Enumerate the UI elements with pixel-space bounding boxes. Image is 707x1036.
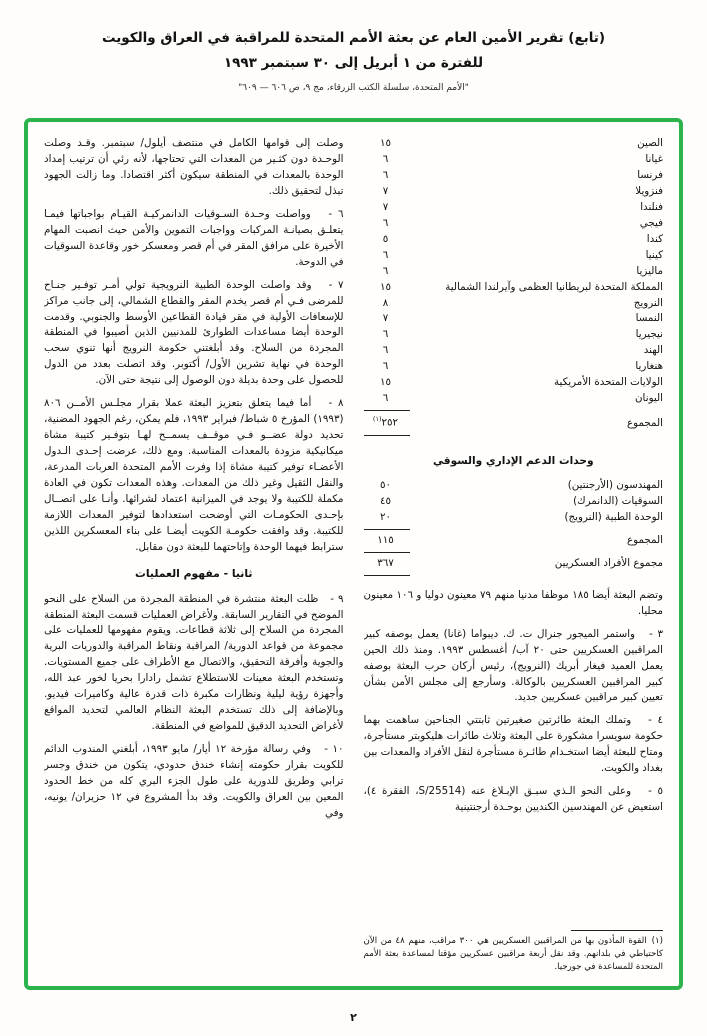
country-name: اليونان bbox=[635, 392, 663, 405]
support-units-table bbox=[364, 478, 664, 579]
country-value: ٦ bbox=[382, 216, 389, 229]
country-value: ١٥ bbox=[379, 376, 392, 389]
paragraph: ١٠ - وفي رسالة مؤرخة ١٢ أيار/ مايو ١٩٩٣، أبلغني المندوب الدائم للكويت بقرار حكومته إنشاء خندق حدودي، يتكون من خندق وجسر ترابي وطريق للدورية على طول الجزء البري كله من خط الحدود المعين بين العراق والكويت. وقد بدأ المشروع في ١٢ حزيران/ يونيه، وفي bbox=[44, 743, 344, 819]
country-name: فنلندا bbox=[640, 200, 663, 213]
country-value: ٦ bbox=[382, 360, 389, 373]
page-number: ٢ bbox=[350, 1011, 357, 1024]
table-row bbox=[364, 264, 664, 280]
content-frame bbox=[24, 118, 683, 990]
table-row bbox=[364, 359, 664, 375]
table-row bbox=[364, 200, 664, 216]
table-row bbox=[364, 494, 664, 510]
grand-total-label: مجموع الأفراد العسكريين bbox=[554, 556, 663, 569]
unit-value: ٥٠ bbox=[379, 478, 392, 491]
country-value: ٦ bbox=[382, 392, 389, 405]
table-row bbox=[364, 232, 664, 248]
country-name: غيانا bbox=[645, 152, 663, 165]
source-citation: "الأمم المتحدة، سلسلة الكتب الزرقاء، مج ٩، ص ٦٠٦ — ٦٠٩" bbox=[238, 82, 469, 93]
total-label: المجموع bbox=[626, 416, 663, 429]
report-period: للفترة من ١ أبريل إلى ٣٠ سبتمبر ١٩٩٣ bbox=[223, 54, 484, 71]
grand-total-row bbox=[364, 556, 664, 572]
country-name: هنغاريا bbox=[635, 360, 663, 373]
country-value: ٦ bbox=[382, 328, 389, 341]
country-value: ٨ bbox=[382, 296, 389, 309]
footnote-marker: (١) bbox=[651, 936, 663, 947]
sum-rule bbox=[364, 552, 410, 553]
table-row bbox=[364, 311, 664, 327]
paragraph: ٥ - وعلى النحو الـذي سبـق الإبـلاغ عنه (S/25514، الفقرة ٤)، استعيض عن المهندسين الكنديين بوحـدة أرجنتينية bbox=[363, 785, 663, 814]
country-value: ٦ bbox=[382, 152, 389, 165]
country-name: الصين bbox=[637, 137, 663, 149]
paragraph: ٩ - ظلت البعثة منتشرة في المنطقة المجردة من السلاح على النحو الموضح في التقارير السابقة. ولأغراض العمليات قسمت البعثة المنطقة المجردة من السلاح إلى ثلاثة قطاعات. ويقوم مفهومها للعمليات على مجموعة من قواعد الدورية/ المراقبة ونقاط المراقبة والدوريات البرية والجوية وأفرقة التحقيق، والاتصال مع الأطراف على جميع المستويات. وتستخدم البعثة معينات للاستطلاع تشمل رادارا بحريا لخور عبد الله، وأجهزة رؤية ليلية ونظارات مكبرة ذات قدرة عالية وكاميرات فيديو. وبالإضافة إلى ذلك تستخدم البعثة النظام العالمي لتحديد المواقع لأغراض التحديد الدقيق للمواضع في المنطقة. bbox=[44, 592, 344, 733]
country-name: النرويج bbox=[633, 296, 663, 309]
country-value: ٦ bbox=[382, 344, 389, 357]
observers-total-row bbox=[364, 414, 664, 431]
country-name: فنزويلا bbox=[635, 184, 663, 197]
sum-rule bbox=[364, 410, 410, 411]
country-name: ماليزيا bbox=[636, 264, 663, 277]
report-title: (تابع) تقرير الأمين العام عن بعثة الأمم المتحدة للمراقبة في العراق والكويت bbox=[101, 30, 606, 46]
table-row bbox=[364, 391, 664, 407]
country-name: فيجي bbox=[639, 216, 663, 229]
country-value: ٥ bbox=[382, 232, 389, 245]
support-units-heading: وحدات الدعم الإداري والسوقي bbox=[432, 454, 594, 467]
unit-value: ٤٥ bbox=[379, 494, 392, 507]
footnote bbox=[364, 930, 664, 974]
country-value: ٦ bbox=[382, 264, 389, 277]
footnote-ref: (١) bbox=[372, 415, 382, 424]
country-value: ٦ bbox=[382, 248, 389, 261]
paragraph: وتضم البعثة أيضا ١٨٥ موظفا مدنيا منهم ٧٩ معينون دوليا و ١٠٦ معينون محليا. bbox=[363, 588, 663, 617]
right-column bbox=[364, 136, 664, 974]
country-name: كينيا bbox=[645, 248, 663, 261]
unit-value: ٢٠ bbox=[379, 510, 392, 523]
troop-contributions-table bbox=[364, 136, 664, 439]
footnote-body bbox=[364, 935, 664, 974]
table-row bbox=[364, 248, 664, 264]
country-name: الولايات المتحدة الأمريكية bbox=[553, 376, 663, 389]
paragraph: ٦ - وواصلت وحـدة السـوقيات الدانمركيـة القيـام بواجباتها فيمـا يتعلـق بصيانـة المركبات وواجبات التموين والأمن حيث انصبت المهام الأخيرة على مرافق المقر في أم قصر ومعسكر خور وقاعدة السوقيات في الدوحة. bbox=[44, 207, 344, 268]
total-label: المجموع bbox=[626, 533, 663, 546]
table-row bbox=[364, 184, 664, 200]
footnote-separator bbox=[571, 930, 663, 931]
sum-rule bbox=[364, 575, 410, 576]
table-row bbox=[364, 152, 664, 168]
unit-name: السوقيات (الدانمرك) bbox=[573, 494, 663, 507]
paragraph: ٧ - وقد واصلت الوحدة الطبية النرويجية تولي أمـر توفـير جنـاح للمرضى فـي أم قصر يخدم المقر والقطاع الشمالي، إلى جانب مراكز للإسعافات الأولية في مقر قيادة القطاعين الأوسط والجنوبي. وقدمت الوحدة أيضا مساعدات الطوارئ للمدنيين الذين أصيبوا في المنطقة المجردة من السلاح. وقد أبلغتني حكومة النرويج أنها تنوي سحب الوحدة في نهاية تشرين الأول/ أكتوبر. وقد اتصلت بعدد من الدول للحصول على وحدة بديلة دون الوصول إلى نتيجة حتى الآن. bbox=[44, 278, 344, 387]
document-header bbox=[0, 26, 707, 93]
table-row bbox=[364, 327, 664, 343]
table-row bbox=[364, 168, 664, 184]
country-name: فرنسا bbox=[637, 168, 663, 181]
table-row bbox=[364, 216, 664, 232]
table-row bbox=[364, 280, 664, 296]
footnote-text: القوة المأذون بها من المراقبين العسكريين هي ٣٠٠ مراقب، منهم ٤٨ من الآن كاحتياطي في بلدانهم. وقد نقل أربعة مراقبين عسكريين مؤقتا لمساعدة بعثة الأمم المتحدة للمساعدة في جورجيا. bbox=[363, 936, 663, 973]
grand-total-value: ٣٦٧ bbox=[377, 556, 394, 569]
country-name: الهند bbox=[643, 344, 663, 357]
paragraph: وصلت إلى قوامها الكامل في منتصف أيلول/ سبتمبر. وقـد وصلت الوحـدة دون كثـير من المعدات التي تحتاجها، لأنه رئي أن ترتيب إمداد الوحدة بالمعدات في المنطقة سيكون أكثر اقتصادا. وما زالت الجهود تبذل لتحقيق ذلك. bbox=[44, 137, 344, 197]
country-value: ٦ bbox=[382, 168, 389, 181]
country-value: ١٥ bbox=[379, 280, 392, 293]
unit-name: الوحدة الطبية (النرويج) bbox=[564, 510, 663, 523]
table-row bbox=[364, 478, 664, 494]
table-row bbox=[364, 136, 664, 152]
support-total-row bbox=[364, 533, 664, 549]
country-value: ٧ bbox=[382, 184, 389, 197]
paragraph: ٨ - أما فيما يتعلق بتعزيز البعثة عملا بقرار مجلـس الأمــن ٨٠٦ (١٩٩٣) المؤرخ ٥ شباط/ فبراير ١٩٩٣، فلم يمكن، رغم الجهود المضنية، تحديد دولة عضــو فـي موقــف يسمــح لهـا بتوفـير كتيبة مشاة ميكانيكية مزودة بالمعدات المناسبة. ومع ذلك، عرضت إحـدى الـدول الأعضـاء توفير كتيبة مشاة إذا وفرت الأمم المتحدة العربات المدرعة، والنقل الثقيل وغير ذلك من المعدات. وهذه المعدات تكون في العادة مكملة للكتيبة ولا يوجد في الميزانية اعتماد لشرائها. وأنـا على اتصــال بإحـدى الحكومـات التي أوضحت استعدادها لتوفير المعدات اللازمة للكتيبة. وقد وافقت حكومـة الكويت أيضـا على بناء المعسكرين اللذين سترابط فيهما الوحدة وإتاحتهما للبعثة دون مقابل. bbox=[44, 397, 344, 553]
table-row bbox=[364, 296, 664, 312]
total-number: ٢٥٢ bbox=[381, 416, 399, 429]
sum-rule bbox=[364, 529, 410, 530]
sum-rule bbox=[364, 435, 410, 436]
country-value: ٧ bbox=[382, 200, 389, 213]
country-name: النمسا bbox=[635, 312, 663, 325]
country-name: نيجيريا bbox=[635, 328, 663, 341]
country-name: المملكة المتحدة لبريطانيا العظمى وآيرلندا الشمالية bbox=[445, 280, 663, 293]
total-value: ١١٥ bbox=[377, 533, 394, 546]
unit-name: المهندسون (الأرجنتين) bbox=[567, 478, 663, 491]
left-column bbox=[44, 136, 344, 974]
table-row bbox=[364, 343, 664, 359]
section-heading: ثانيا - مفهوم العمليات bbox=[135, 566, 253, 580]
table-row bbox=[364, 510, 664, 526]
total-value bbox=[364, 414, 408, 431]
country-value: ٧ bbox=[382, 312, 389, 325]
country-name: كندا bbox=[646, 232, 663, 245]
paragraph: ٣ - واستمر الميجور جنرال ت. ك. ديبواما (غانا) يعمل بوصفه كبير المراقبين العسكريين حتى ٢٠ آب/ أغسطس ١٩٩٣. ومنذ ذلك الحين يعمل العميد فيغار أبريك (النرويج)، رئيس أركان حرب البعثة بوصفه كبير المراقبين العسكريين بالوكالة. وسأرجع إلى مجلس الأمن بشأن تعيين كبير مراقبين عسكريين جديد. bbox=[363, 627, 663, 704]
two-column-layout bbox=[44, 136, 663, 974]
table-row bbox=[364, 375, 664, 391]
paragraph: ٤ - وتملك البعثة طائرتين صغيرتين ثابتتي الجناحين ساهمت بهما حكومة سويسرا مشكورة على البعثة وثلاث طائرات هليكوبتر مستأجرة، ومتاح للبعثة أيضا استخـدام طائـرة مستأجرة لنقل الأفراد والمعدات بين بغداد والكويت. bbox=[363, 714, 663, 775]
country-value: ١٥ bbox=[379, 137, 392, 149]
